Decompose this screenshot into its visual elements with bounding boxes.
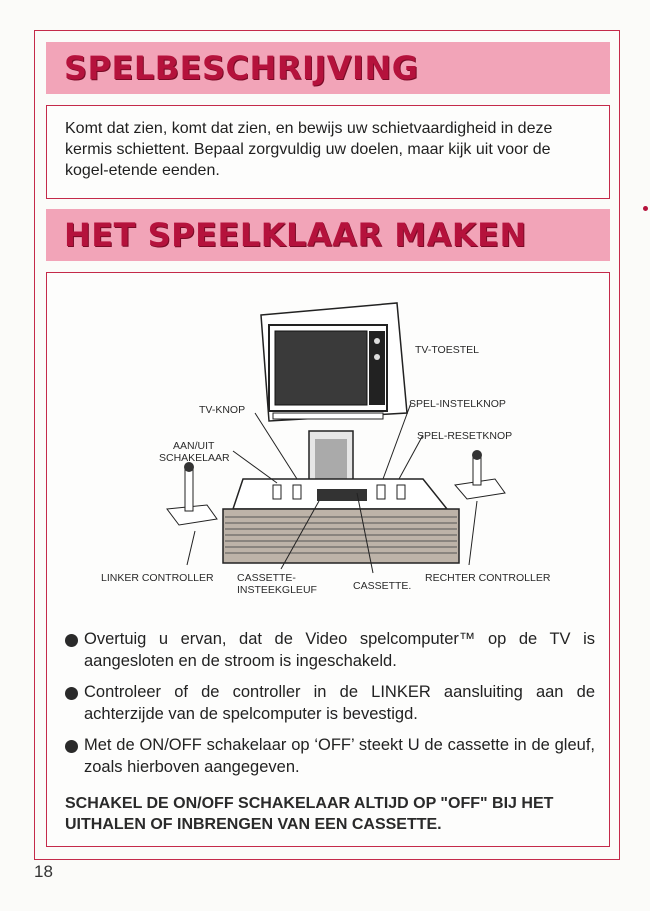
list-item (65, 628, 595, 672)
left-joystick-illustration (167, 462, 217, 525)
label-slot-2: INSTEEKGLEUF (237, 584, 317, 596)
label-spel-instel: SPEL-INSTELKNOP (409, 398, 506, 410)
margin-mark (643, 206, 648, 211)
bullet-icon (65, 634, 78, 647)
page-number: 18 (34, 862, 53, 881)
label-aan-uit-1: AAN/UIT (173, 440, 215, 452)
label-left-controller: LINKER CONTROLLER (101, 572, 214, 584)
list-item-text: Controleer of de controller in de LINKER aansluiting aan de achterzijde van de spelcomputer is bevestigd. (84, 683, 595, 723)
label-tv: TV-TOESTEL (415, 344, 479, 356)
section-title-setup: HET SPEELKLAAR MAKEN (64, 216, 527, 254)
label-slot-1: CASSETTE- (237, 572, 296, 584)
warning-text: SCHAKEL DE ON/OFF SCHAKELAAR ALTIJD OP "OFF" BIJ HET UITHALEN OF INBRENGEN VAN EEN CASSETTE. (65, 795, 554, 833)
tv-illustration (261, 303, 407, 421)
section-banner-description (46, 42, 610, 94)
console-diagram (47, 273, 609, 613)
label-cassette: CASSETTE. (353, 580, 412, 592)
label-right-controller: RECHTER CONTROLLER (425, 572, 551, 584)
label-tv-knop: TV-KNOP (199, 404, 246, 416)
section-title-description: SPELBESCHRIJVING (64, 49, 419, 87)
instruction-list (65, 628, 595, 787)
label-spel-reset: SPEL-RESETKNOP (417, 430, 513, 442)
console-illustration (223, 479, 459, 563)
section-banner-setup (46, 209, 610, 261)
description-box (46, 105, 610, 199)
description-text: Komt dat zien, komt dat zien, en bewijs uw schietvaardigheid in deze kermis schiettent. Bepaal zorgvuldig uw doelen, maar kijk uit voor de kogel-etende eenden. (65, 120, 553, 179)
bullet-icon (65, 740, 78, 753)
label-aan-uit-2: SCHAKELAAR (159, 452, 230, 464)
setup-box (46, 272, 610, 847)
right-joystick-illustration (455, 450, 505, 499)
bullet-icon (65, 687, 78, 700)
list-item (65, 681, 595, 725)
list-item-text: Overtuig u ervan, dat de Video spelcomputer™ op de TV is aangesloten en de stroom is ingeschakeld. (84, 630, 595, 670)
list-item-text: Met de ON/OFF schakelaar op ‘OFF’ steekt U de cassette in de gleuf, zoals hierboven aangegeven. (84, 736, 595, 776)
list-item (65, 734, 595, 778)
